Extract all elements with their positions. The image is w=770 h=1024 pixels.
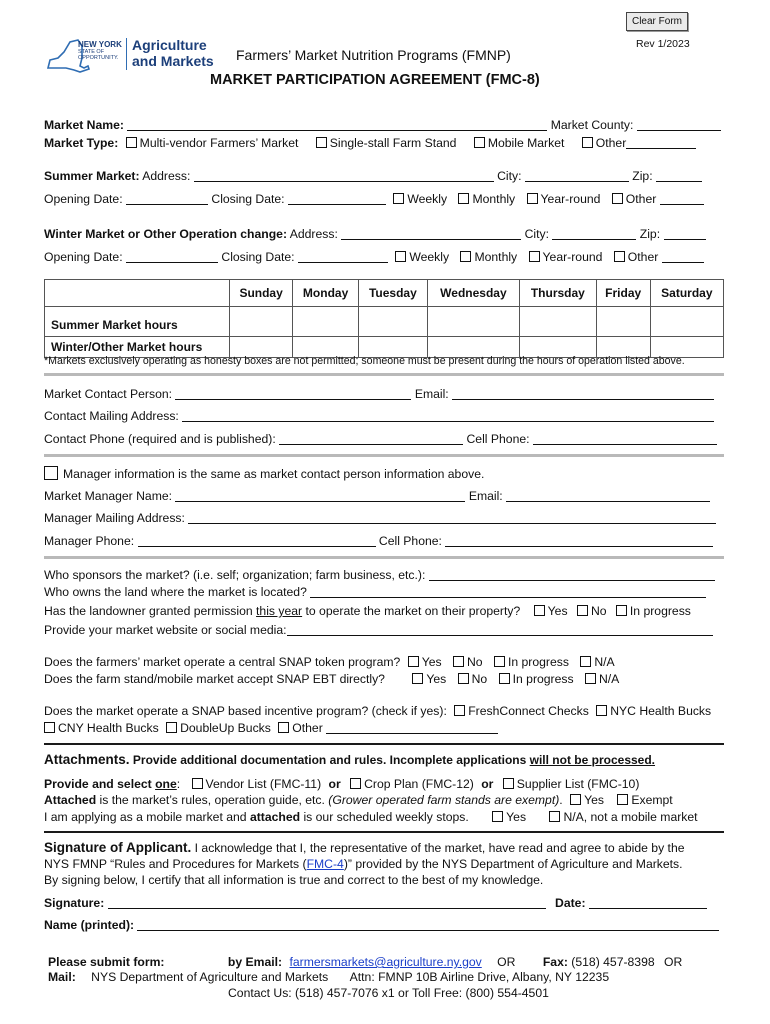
signature-statement-2 <box>44 857 683 871</box>
market-name-field[interactable] <box>127 119 547 131</box>
manager-name-label: Market Manager Name: <box>44 489 173 503</box>
winter-zip-label: Zip: <box>639 227 661 241</box>
program-title: Farmers’ Market Nutrition Programs (FMNP) <box>236 47 511 63</box>
summer-zip-field[interactable] <box>656 170 702 182</box>
manager-name-field[interactable] <box>175 490 465 502</box>
snap-ebt-row <box>44 672 619 686</box>
checkbox-icon[interactable] <box>577 605 588 616</box>
checkbox-icon[interactable] <box>503 778 514 789</box>
provide-label: Provide and select <box>44 777 156 791</box>
rules-exempt[interactable]: Exempt <box>617 793 672 807</box>
logo-text-state: STATE OF <box>78 49 105 55</box>
hours-cell[interactable] <box>358 307 427 337</box>
checkbox-icon[interactable] <box>44 466 58 480</box>
summer-opening-field[interactable] <box>126 193 208 205</box>
day-header: Wednesday <box>427 280 519 307</box>
email-label: by Email: <box>227 955 283 969</box>
provide-row <box>44 777 639 791</box>
market-type-single[interactable]: Single-stall Farm Stand <box>316 136 457 150</box>
mail-label: Mail: <box>48 970 76 984</box>
provide-colon: : <box>176 777 181 791</box>
section-divider <box>44 454 724 457</box>
contact-phone-label: Contact Phone (required and is published): <box>44 432 276 446</box>
winter-dates-row <box>44 250 704 264</box>
revision-label: Rev 1/2023 <box>636 38 690 50</box>
mobile-yes[interactable]: Yes <box>492 810 526 824</box>
contact-email-field[interactable] <box>452 388 714 400</box>
summer-hours-row <box>45 307 724 337</box>
summer-zip-label: Zip: <box>632 169 653 183</box>
mobile-row <box>44 810 698 824</box>
manager-cell-field[interactable] <box>445 535 713 547</box>
attachments-heading-row <box>44 752 655 767</box>
winter-other[interactable]: Other <box>614 250 704 264</box>
day-header: Tuesday <box>358 280 427 307</box>
hours-cell[interactable] <box>520 307 597 337</box>
landowner-no[interactable]: No <box>577 604 607 618</box>
mail-address: NYS Department of Agriculture and Markets <box>91 970 329 984</box>
printed-name-label: Name (printed): <box>44 918 135 932</box>
signature-statement-1 <box>44 840 685 855</box>
winter-monthly[interactable]: Monthly <box>460 250 517 264</box>
sponsor-label: Who sponsors the market? (i.e. self; organization; farm business, etc.): <box>44 568 426 582</box>
checkbox-icon[interactable] <box>393 193 404 204</box>
mail-row <box>48 970 609 984</box>
or-label: or <box>328 777 341 791</box>
summer-dates-row <box>44 192 704 206</box>
landowner-label: Has the landowner granted permission <box>44 604 257 618</box>
contact-mailing-field[interactable] <box>182 410 714 422</box>
winter-address-label: Address: <box>289 227 338 241</box>
fmc4-link[interactable]: FMC-4 <box>306 857 344 871</box>
checkbox-icon[interactable] <box>596 705 607 716</box>
summer-city-field[interactable] <box>525 170 629 182</box>
landowner-progress[interactable]: In progress <box>616 604 691 618</box>
website-row <box>44 623 713 637</box>
day-header: Monday <box>293 280 359 307</box>
winter-city-field[interactable] <box>552 228 636 240</box>
manager-phone-label: Manager Phone: <box>44 534 135 548</box>
landowner-row <box>44 604 691 618</box>
summer-address-label: Address: <box>142 169 191 183</box>
winter-weekly[interactable]: Weekly <box>395 250 449 264</box>
crop-plan-option[interactable]: Crop Plan (FMC-12) <box>350 777 474 791</box>
checkbox-icon[interactable] <box>474 137 485 148</box>
market-type-multi[interactable]: Multi-vendor Farmers’ Market <box>126 136 299 150</box>
checkbox-icon[interactable] <box>192 778 203 789</box>
sponsor-field[interactable] <box>429 569 715 581</box>
winter-address-field[interactable] <box>341 228 521 240</box>
checkbox-icon[interactable] <box>460 251 471 262</box>
clear-form-button[interactable]: Clear Form <box>626 12 688 31</box>
manager-email-field[interactable] <box>506 490 710 502</box>
website-label: Provide your market website or social media: <box>44 623 287 637</box>
snap-token-progress[interactable]: In progress <box>494 655 569 669</box>
checkbox-icon[interactable] <box>570 794 581 805</box>
signature-row <box>44 896 707 910</box>
landowner-emphasis: this year <box>256 604 303 618</box>
incentive-nyc[interactable]: NYC Health Bucks <box>596 704 711 718</box>
summer-address-field[interactable] <box>194 170 494 182</box>
checkbox-icon[interactable] <box>492 811 503 822</box>
signature-field[interactable] <box>108 897 546 909</box>
logo-text-agency-1: Agriculture <box>132 37 207 53</box>
checkbox-icon[interactable] <box>278 722 289 733</box>
contact-cell-field[interactable] <box>533 433 717 445</box>
checkbox-icon[interactable] <box>529 251 540 262</box>
market-county-label: Market County: <box>550 118 634 132</box>
contact-mailing-label: Contact Mailing Address: <box>44 409 179 423</box>
mobile-attached: attached <box>249 810 301 824</box>
snap-token-label: Does the farmers’ market operate a central SNAP token program? <box>44 655 401 669</box>
winter-label: Winter Market or Other Operation change: <box>44 227 288 241</box>
incentive-other[interactable]: Other <box>278 721 498 735</box>
checkbox-icon[interactable] <box>395 251 406 262</box>
logo-divider <box>126 38 127 70</box>
honesty-box-note: *Markets exclusively operating as honesty boxes are not permitted; someone must be present during the hours of operation listed above. <box>44 355 685 367</box>
contact-mailing-row <box>44 409 714 423</box>
incentive-freshconnect[interactable]: FreshConnect Checks <box>454 704 589 718</box>
hours-header-row <box>45 280 724 307</box>
manager-email-label: Email: <box>468 489 503 503</box>
mobile-label-end: is our scheduled weekly stops. <box>300 810 469 824</box>
market-name-label: Market Name: <box>44 118 124 132</box>
or-label: or <box>481 777 494 791</box>
snap-ebt-na[interactable]: N/A <box>585 672 619 686</box>
checkbox-icon[interactable] <box>166 722 177 733</box>
market-type-mobile[interactable]: Mobile Market <box>474 136 565 150</box>
winter-closing-label: Closing Date: <box>221 250 295 264</box>
checkbox-icon[interactable] <box>580 656 591 667</box>
market-type-other[interactable]: Other <box>582 136 696 150</box>
checkbox-icon[interactable] <box>612 193 623 204</box>
hours-cell[interactable] <box>293 307 359 337</box>
checkbox-icon[interactable] <box>499 673 510 684</box>
snap-token-row <box>44 655 615 669</box>
fax-label: Fax: <box>542 955 568 969</box>
winter-opening-label: Opening Date: <box>44 250 123 264</box>
checkbox-icon[interactable] <box>582 137 593 148</box>
winter-other-field[interactable] <box>662 251 704 263</box>
checkbox-icon[interactable] <box>350 778 361 789</box>
submit-row <box>48 955 682 969</box>
snap-ebt-no[interactable]: No <box>458 672 488 686</box>
mobile-label: I am applying as a mobile market and <box>44 810 250 824</box>
signature-text-2: NYS FMNP “Rules and Procedures for Markets ( <box>44 857 307 871</box>
logo-text-ny: NEW YORK <box>78 40 122 49</box>
manager-name-row <box>44 489 710 503</box>
checkbox-icon[interactable] <box>527 193 538 204</box>
hours-cell[interactable] <box>427 307 519 337</box>
other-field[interactable] <box>626 137 696 149</box>
form-title: MARKET PARTICIPATION AGREEMENT (FMC-8) <box>210 72 540 88</box>
attached-label: Attached <box>44 793 97 807</box>
date-label: Date: <box>555 896 586 910</box>
hours-corner-cell <box>45 280 230 307</box>
manager-same-row[interactable] <box>44 466 484 481</box>
signature-text-2b: )” provided by the NYS Department of Agriculture and Markets. <box>343 857 683 871</box>
contact-phone-field[interactable] <box>279 433 463 445</box>
checkbox-icon[interactable] <box>316 137 327 148</box>
mail-attn: Attn: FMNP 10B Airline Drive, Albany, NY 12235 <box>349 970 610 984</box>
checkbox-icon[interactable] <box>549 811 560 822</box>
vendor-list-option[interactable]: Vendor List (FMC-11) <box>192 777 322 791</box>
submit-email-link[interactable]: farmersmarkets@agriculture.ny.gov <box>289 955 482 969</box>
summer-other[interactable]: Other <box>612 192 704 206</box>
attachments-warning: will not be processed. <box>529 753 656 767</box>
website-field[interactable] <box>287 624 713 636</box>
snap-token-yes[interactable]: Yes <box>408 655 442 669</box>
checkbox-icon[interactable] <box>616 605 627 616</box>
summer-address-row <box>44 169 702 183</box>
winter-yearround[interactable]: Year-round <box>529 250 603 264</box>
checkbox-icon[interactable] <box>453 656 464 667</box>
rules-note: (Grower operated farm stands are exempt) <box>328 793 560 807</box>
winter-closing-field[interactable] <box>298 251 388 263</box>
row-label: Summer Market hours <box>45 307 230 337</box>
incentive-doubleup[interactable]: DoubleUp Bucks <box>166 721 271 735</box>
winter-opening-field[interactable] <box>126 251 218 263</box>
summer-closing-label: Closing Date: <box>211 192 285 206</box>
summer-weekly[interactable]: Weekly <box>393 192 447 206</box>
signature-label: Signature: <box>44 896 105 910</box>
or-label: OR <box>497 955 516 969</box>
sponsor-row <box>44 568 715 582</box>
section-divider <box>44 831 724 833</box>
rules-yes[interactable]: Yes <box>570 793 604 807</box>
checkbox-icon[interactable] <box>408 656 419 667</box>
contact-email-label: Email: <box>414 387 449 401</box>
agency-logo <box>44 36 214 76</box>
owner-row <box>44 585 706 599</box>
snap-ebt-label: Does the farm stand/mobile market accept SNAP EBT directly? <box>44 672 385 686</box>
summer-closing-field[interactable] <box>288 193 386 205</box>
day-header: Sunday <box>230 280 293 307</box>
section-divider <box>44 743 724 745</box>
manager-cell-label: Cell Phone: <box>378 534 442 548</box>
contact-cell-label: Cell Phone: <box>466 432 530 446</box>
summer-label: Summer Market: <box>44 169 140 183</box>
snap-ebt-yes[interactable]: Yes <box>412 672 446 686</box>
incentive-row-2 <box>44 721 498 735</box>
market-name-row <box>44 118 721 132</box>
day-header: Friday <box>596 280 650 307</box>
supplier-list-option[interactable]: Supplier List (FMC-10) <box>503 777 640 791</box>
owner-field[interactable] <box>310 586 706 598</box>
manager-same-label: Manager information is the same as market contact person information above. <box>63 467 485 481</box>
section-divider <box>44 556 724 559</box>
row-label: Winter/Other Market hours <box>45 337 230 358</box>
rules-row: Attached is the market’s rules, operation guide, etc. (Grower operated farm stands are exempt). Yes Exempt <box>44 793 673 807</box>
manager-phone-field[interactable] <box>138 535 376 547</box>
winter-city-label: City: <box>524 227 549 241</box>
summer-opening-label: Opening Date: <box>44 192 123 206</box>
summer-other-field[interactable] <box>660 193 704 205</box>
contact-person-label: Market Contact Person: <box>44 387 173 401</box>
checkbox-icon[interactable] <box>494 656 505 667</box>
checkbox-icon[interactable] <box>126 137 137 148</box>
manager-mailing-label: Manager Mailing Address: <box>44 511 185 525</box>
signature-heading: Signature of Applicant. <box>44 840 192 855</box>
hours-cell[interactable] <box>230 307 293 337</box>
checkbox-icon[interactable] <box>585 673 596 684</box>
contact-us: Contact Us: (518) 457-7076 x1 or Toll Free: (800) 554-4501 <box>228 986 549 1000</box>
attachments-intro: Provide additional documentation and rules. Incomplete applications <box>132 753 530 767</box>
checkbox-icon[interactable] <box>458 193 469 204</box>
date-field[interactable] <box>589 897 707 909</box>
contact-person-field[interactable] <box>175 388 411 400</box>
owner-label: Who owns the land where the market is located? <box>44 585 307 599</box>
summer-yearround[interactable]: Year-round <box>527 192 601 206</box>
hours-table <box>44 279 724 358</box>
market-county-field[interactable] <box>637 119 721 131</box>
checkbox-icon[interactable] <box>458 673 469 684</box>
printed-name-field[interactable] <box>137 919 719 931</box>
landowner-label-end: to operate the market on their property? <box>302 604 521 618</box>
manager-mailing-row <box>44 511 716 525</box>
landowner-yes[interactable]: Yes <box>534 604 568 618</box>
logo-text-agency-2: and Markets <box>132 53 214 69</box>
summer-monthly[interactable]: Monthly <box>458 192 515 206</box>
market-type-label: Market Type: <box>44 136 119 150</box>
hours-cell[interactable] <box>596 307 650 337</box>
incentive-row <box>44 704 711 718</box>
hours-cell[interactable] <box>650 307 723 337</box>
fax-number: (518) 457-8398 <box>571 955 655 969</box>
checkbox-icon[interactable] <box>617 794 628 805</box>
winter-address-row <box>44 227 706 241</box>
or-label: OR <box>664 955 683 969</box>
snap-token-no[interactable]: No <box>453 655 483 669</box>
attachments-heading: Attachments. <box>44 752 130 767</box>
incentive-other-field[interactable] <box>326 722 498 734</box>
printed-name-row <box>44 918 719 932</box>
checkbox-icon[interactable] <box>614 251 625 262</box>
contact-person-row <box>44 387 714 401</box>
checkbox-icon[interactable] <box>534 605 545 616</box>
logo-text-opportunity: OPPORTUNITY. <box>78 55 119 61</box>
checkbox-icon[interactable] <box>454 705 465 716</box>
contact-phone-row <box>44 432 717 446</box>
checkbox-icon[interactable] <box>412 673 423 684</box>
day-header: Saturday <box>650 280 723 307</box>
checkbox-icon[interactable] <box>44 722 55 733</box>
rules-label: is the market’s rules, operation guide, etc. <box>96 793 329 807</box>
day-header: Thursday <box>520 280 597 307</box>
snap-token-na[interactable]: N/A <box>580 655 614 669</box>
summer-city-label: City: <box>497 169 522 183</box>
incentive-cny[interactable]: CNY Health Bucks <box>44 721 159 735</box>
snap-ebt-progress[interactable]: In progress <box>499 672 574 686</box>
signature-text-1: I acknowledge that I, the representative of the market, have read and agree to abide by the <box>191 841 685 855</box>
manager-mailing-field[interactable] <box>188 512 716 524</box>
market-type-row <box>44 136 696 150</box>
incentive-label: Does the market operate a SNAP based incentive program? (check if yes): <box>44 704 447 718</box>
provide-one: one <box>155 777 177 791</box>
manager-phone-row <box>44 534 713 548</box>
signature-statement-3: By signing below, I certify that all information is true and correct to the best of my knowledge. <box>44 873 544 887</box>
section-divider <box>44 373 724 376</box>
mobile-na[interactable]: N/A, not a mobile market <box>549 810 697 824</box>
winter-zip-field[interactable] <box>664 228 706 240</box>
submit-label: Please submit form: <box>48 955 165 969</box>
